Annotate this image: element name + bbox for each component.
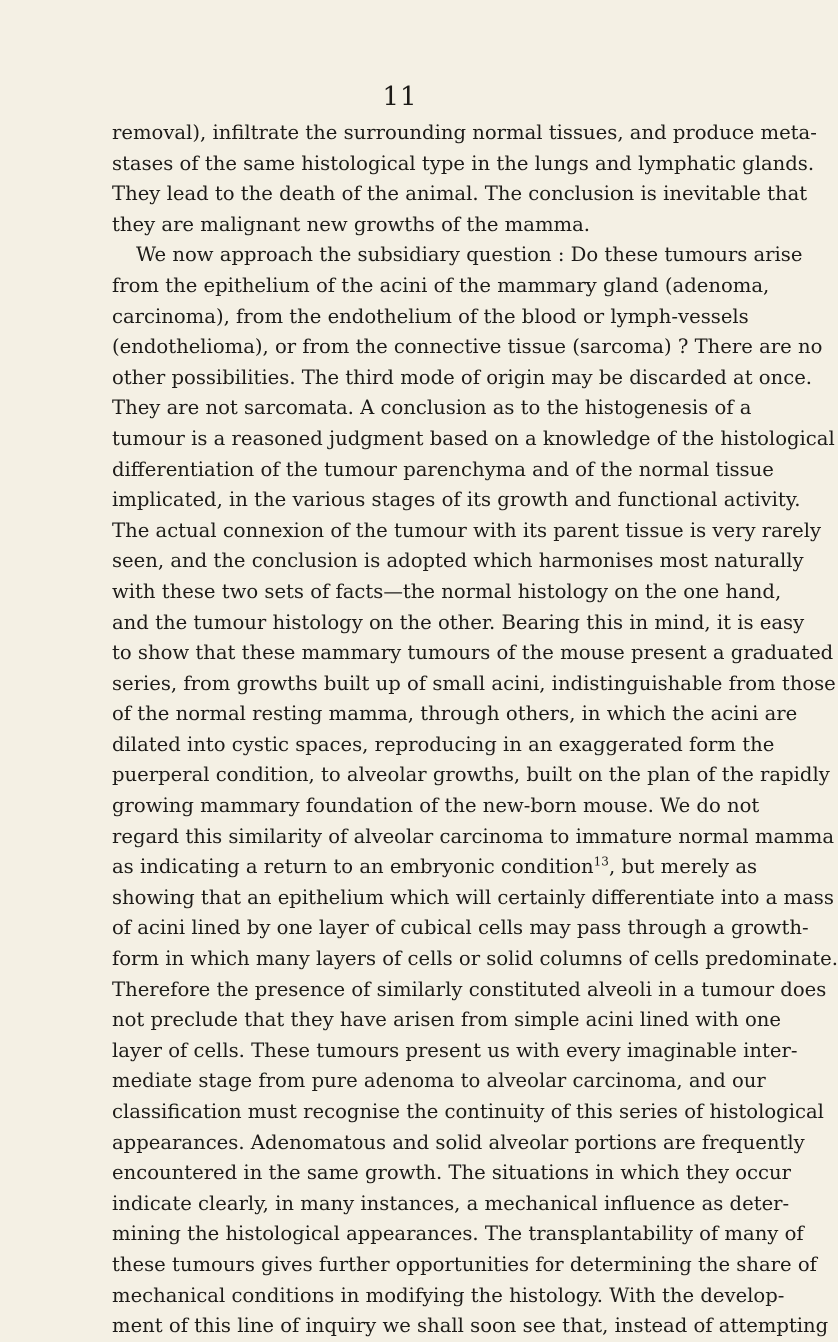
text-line: seen, and the conclusion is adopted which harmonises most naturally [112, 549, 804, 573]
text-line: encountered in the same growth. The situations in which they occur [112, 1161, 791, 1185]
text-line: layer of cells. These tumours present us with every imaginable inter- [112, 1038, 798, 1062]
text-line: not preclude that they have arisen from simple acini lined with one [112, 1008, 782, 1032]
text-line: growing mammary foundation of the new-born mouse. We do not [112, 794, 760, 818]
text-line: from the epithelium of the acini of the mammary gland (adenoma, [112, 273, 770, 297]
text-line: removal), infiltrate the surrounding normal tissues, and produce meta- [112, 121, 817, 144]
text-line: implicated, in the various stages of its growth and functional activity. [112, 488, 801, 512]
text-line: They lead to the death of the animal. The conclusion is inevitable that [112, 182, 808, 206]
text-line: Therefore the presence of similarly constituted alveoli in a tumour does [112, 977, 827, 1001]
text-line: We now approach the subsidiary question : Do these tumours arise [136, 243, 803, 267]
text-line: showing that an epithelium which will certainly differentiate into a mass [112, 885, 834, 909]
text-line: (endothelioma), or from the connective tissue (sarcoma) ? There are no [112, 335, 823, 359]
text-line: carcinoma), from the endothelium of the blood or lymph-vessels [112, 304, 749, 328]
page-number: 11 [382, 82, 418, 112]
text-line: tumour is a reasoned judgment based on a knowledge of the histological [112, 426, 835, 450]
text-line: ment of this line of inquiry we shall soon see that, instead of attempting [112, 1314, 829, 1338]
text-line: other possibilities. The third mode of origin may be discarded at once. [112, 365, 813, 389]
text-line: indicate clearly, in many instances, a mechanical influence as deter- [112, 1191, 790, 1215]
text-line: they are malignant new growths of the mamma. [112, 212, 591, 236]
text-line: They are not sarcomata. A conclusion as to the histogenesis of a [112, 396, 752, 420]
text-line: classification must recognise the continuity of this series of histological [112, 1100, 824, 1123]
text-line: of the normal resting mamma, through others, in which the acini are [112, 702, 798, 726]
text-line: dilated into cystic spaces, reproducing in an exaggerated form the [112, 732, 775, 756]
text-line: to show that these mammary tumours of the mouse present a graduated [112, 641, 834, 665]
text-line: mining the histological appearances. The transplantability of many of [112, 1222, 804, 1246]
body-text [112, 118, 838, 1342]
text-line: with these two sets of facts—the normal histology on the one hand, [112, 579, 782, 603]
text-line: mechanical conditions in modifying the histology. With the develop- [112, 1283, 785, 1307]
text-line: series, from growths built up of small acini, indistinguishable from those [112, 671, 836, 695]
footnote-ref: 13 [593, 854, 609, 869]
text-line-with-footnote [112, 852, 758, 883]
text-line: and the tumour histology on the other. Bearing this in mind, it is easy [112, 610, 805, 634]
text-line: of acini lined by one layer of cubical cells may pass through a growth- [112, 916, 809, 940]
text-line: stases of the same histological type in the lungs and lymphatic glands. [112, 151, 815, 175]
text-line: The actual connexion of the tumour with its parent tissue is very rarely [112, 518, 822, 542]
text-fragment: as indicating a return to an embryonic condition [112, 855, 594, 879]
text-line: these tumours gives further opportunities for determining the share of [112, 1252, 817, 1276]
text-line: regard this similarity of alveolar carcinoma to immature normal mamma [112, 824, 835, 848]
text-line: differentiation of the tumour parenchyma and of the normal tissue [112, 457, 774, 481]
text-fragment: , but merely as [608, 855, 758, 879]
text-line: form in which many layers of cells or solid columns of cells predominate. [112, 947, 838, 971]
text-line: appearances. Adenomatous and solid alveolar portions are frequently [112, 1130, 805, 1154]
text-line: puerperal condition, to alveolar growths, built on the plan of the rapidly [112, 763, 830, 787]
text-line: mediate stage from pure adenoma to alveolar carcinoma, and our [112, 1069, 766, 1093]
